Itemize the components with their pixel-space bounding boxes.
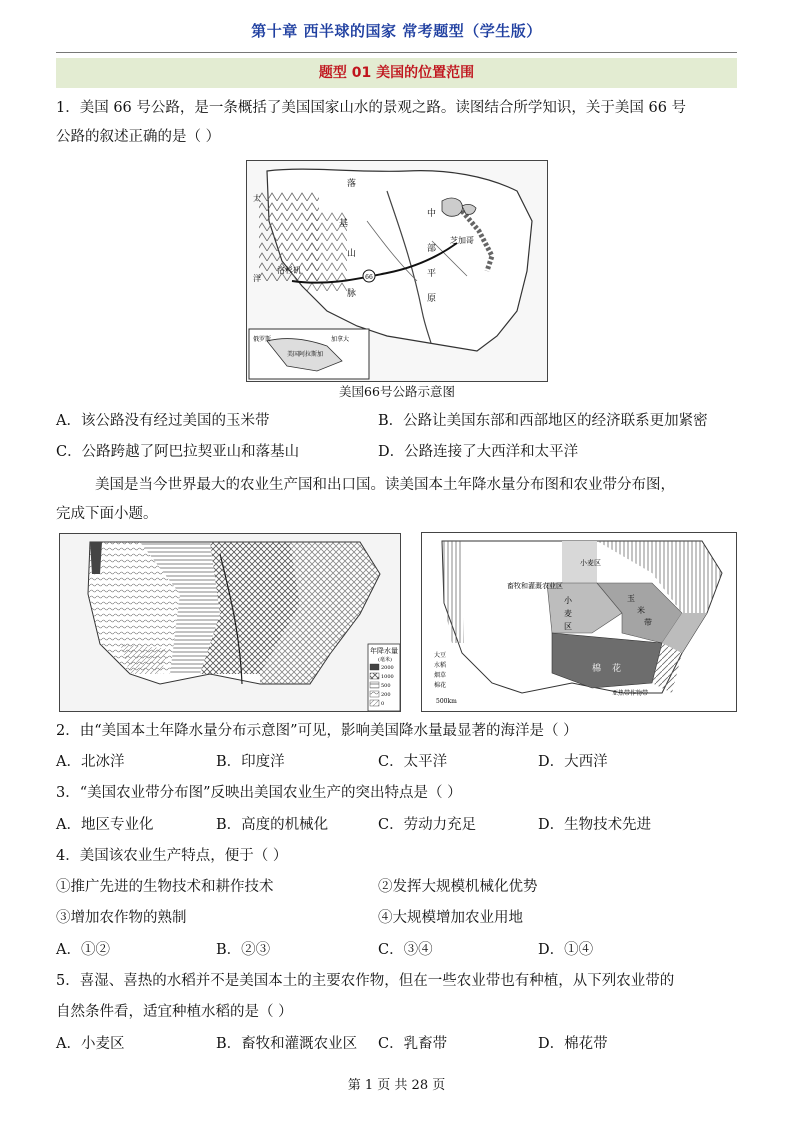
q1-stem-line1: 1．美国 66 号公路，是一条概括了美国国家山水的景观之路。读图结合所学知识，关于美国 66 号	[56, 100, 687, 116]
map-label-mountain3: 山	[347, 249, 357, 259]
route66-map-caption: 美国66号公路示意图	[339, 384, 455, 399]
q4-item-4: ④大规模增加农业用地	[378, 910, 523, 926]
q3-option-d[interactable]: D．生物技术先进	[538, 817, 652, 833]
map-label-plain2: 部	[427, 244, 437, 254]
agri-label-mi: 米	[637, 606, 645, 615]
map-label-chicago: 芝加哥	[450, 236, 474, 245]
q1-option-a[interactable]: A．该公路没有经过美国的玉米带	[56, 413, 270, 429]
map-label-plain4: 原	[427, 294, 437, 304]
map-label-la: 洛杉矶	[277, 266, 301, 275]
map-label-mountain1: 落	[347, 179, 357, 189]
precip-legend-unit: (毫米)	[378, 657, 392, 663]
precip-legend-200: 200	[381, 692, 391, 698]
intro-line2: 完成下面小题。	[56, 506, 158, 522]
q4-option-d[interactable]: D．①④	[538, 942, 594, 958]
precipitation-map	[59, 533, 401, 712]
q4-item-2: ②发挥大规模机械化优势	[378, 879, 538, 895]
header-title: 第十章 西半球的国家 常考题型（学生版）	[251, 22, 542, 40]
q3-option-c[interactable]: C．劳动力充足	[378, 817, 477, 833]
q1-option-c[interactable]: C．公路跨越了阿巴拉契亚山和落基山	[56, 444, 300, 460]
q1-option-b[interactable]: B．公路让美国东部和西部地区的经济联系更加紧密	[378, 413, 708, 429]
agri-legend-cotton: 棉花	[434, 682, 447, 689]
agri-label-dai: 带	[644, 618, 652, 627]
q3-option-a[interactable]: A．地区专业化	[56, 817, 154, 833]
agri-legend-tobacco: 烟草	[434, 672, 447, 679]
q4-stem: 4．美国该农业生产特点，便于（ ）	[56, 848, 288, 864]
map-label-plain1: 中	[427, 209, 437, 219]
q4-option-c[interactable]: C．③④	[378, 942, 433, 958]
agri-label-mai: 麦	[564, 609, 572, 618]
q5-option-b[interactable]: B．畜牧和灌溉农业区	[216, 1036, 358, 1052]
inset-label-canada: 加拿大	[331, 336, 350, 343]
agri-label-cotton2: 花	[612, 664, 622, 674]
agri-label-cotton1: 棉	[592, 664, 602, 674]
q2-option-a[interactable]: A．北冰洋	[56, 754, 125, 770]
q4-item-1: ①推广先进的生物技术和耕作技术	[56, 879, 274, 895]
map-label-mountain4: 脉	[347, 289, 357, 299]
q5-option-d[interactable]: D．棉花带	[538, 1036, 608, 1052]
map-label-ocean2: 洋	[253, 274, 261, 283]
q4-item-3: ③增加农作物的熟制	[56, 910, 187, 926]
q5-option-c[interactable]: C．乳畜带	[378, 1036, 448, 1052]
agri-legend-rice: 水稻	[434, 662, 447, 669]
agri-legend-soybean: 大豆	[434, 652, 447, 659]
agri-scale-label: 500km	[436, 698, 457, 705]
q1-stem-line2: 公路的叙述正确的是（ ）	[56, 129, 221, 145]
q3-option-b[interactable]: B．高度的机械化	[216, 817, 329, 833]
q5-option-a[interactable]: A．小麦区	[56, 1036, 125, 1052]
map-label-ocean: 太	[253, 194, 261, 203]
agri-label-qu: 区	[564, 622, 572, 631]
q2-option-b[interactable]: B．印度洋	[216, 754, 285, 770]
precip-legend-1000: 1000	[381, 674, 394, 680]
map-label-plain3: 平	[427, 269, 437, 279]
agri-label-subtropical: 亚热带作物带	[612, 690, 649, 697]
q3-stem: 3．“美国农业带分布图”反映出美国农业生产的突出特点是（ ）	[56, 785, 462, 801]
section-title: 题型 01 美国的位置范围	[56, 58, 737, 88]
precip-legend-title: 年降水量	[370, 647, 398, 655]
precip-legend-2000: 2000	[381, 665, 394, 671]
q5-stem-line1: 5．喜湿、喜热的水稻并不是美国本土的主要农作物，但在一些农业带也有种植，从下列农业带的	[56, 973, 675, 989]
q1-option-d[interactable]: D．公路连接了大西洋和太平洋	[378, 444, 579, 460]
q2-option-d[interactable]: D．大西洋	[538, 754, 608, 770]
q4-option-b[interactable]: B．②③	[216, 942, 271, 958]
page-footer: 第 1 页 共 28 页	[347, 1078, 446, 1093]
q2-stem: 2．由“美国本土年降水量分布示意图”可见，影响美国降水量最显著的海洋是（ ）	[56, 723, 578, 739]
agri-label-corn: 玉	[627, 594, 635, 603]
agri-label-ranch: 畜牧和灌溉农业区	[507, 582, 563, 590]
q4-option-a[interactable]: A．①②	[56, 942, 110, 958]
q5-stem-line2: 自然条件看，适宜种植水稻的是（ ）	[56, 1004, 293, 1020]
inset-label-alaska: 美国阿拉斯加	[287, 351, 324, 358]
map-label-mountain2: 基	[339, 219, 349, 229]
q2-option-c[interactable]: C．太平洋	[378, 754, 448, 770]
header-divider	[56, 52, 737, 53]
route66-map	[246, 160, 548, 382]
agri-label-wheat: 小麦区	[580, 559, 601, 567]
intro-line1: 美国是当今世界最大的农业生产国和出口国。读美国本土年降水量分布图和农业带分布图，	[95, 477, 675, 493]
agri-label-small: 小	[564, 596, 572, 605]
route66-marker: 66	[365, 274, 373, 281]
precip-legend-0: 0	[381, 701, 385, 707]
precip-legend-500: 500	[381, 683, 391, 689]
agricultural-belt-map	[421, 532, 737, 712]
inset-label-russia: 俄罗斯	[253, 336, 272, 343]
